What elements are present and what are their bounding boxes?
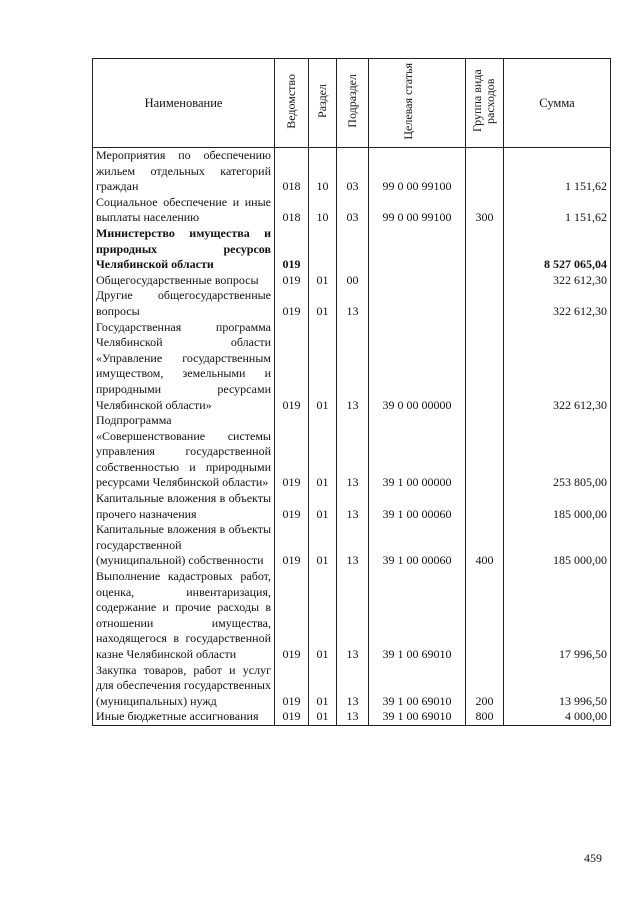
- cell-podrazdel: 13: [337, 288, 369, 319]
- cell-podrazdel: 13: [337, 320, 369, 414]
- cell-gruppa: [466, 288, 504, 319]
- table-row: [93, 320, 611, 414]
- cell-name: Подпрограмма «Совершенствование системы управления государственной собственностью и природными ресурсами Челябинской области»: [93, 413, 275, 491]
- cell-razdel: 01: [309, 663, 337, 710]
- cell-podrazdel: 13: [337, 709, 369, 725]
- cell-gruppa: [466, 273, 504, 289]
- cell-gruppa: 300: [466, 195, 504, 226]
- cell-celevaya-statya: 39 1 00 00060: [369, 522, 466, 569]
- cell-vedomstvo: 019: [275, 522, 309, 569]
- table-row: [93, 491, 611, 522]
- cell-podrazdel: 00: [337, 273, 369, 289]
- cell-podrazdel: 03: [337, 195, 369, 226]
- cell-podrazdel: [337, 226, 369, 273]
- page-number: 459: [584, 851, 602, 865]
- cell-celevaya-statya: [369, 273, 466, 289]
- cell-name: Другие общегосударственные вопросы: [93, 288, 275, 319]
- cell-celevaya-statya: 99 0 00 99100: [369, 195, 466, 226]
- cell-summa: 13 996,50: [504, 663, 611, 710]
- cell-summa: 8 527 065,04: [504, 226, 611, 273]
- cell-vedomstvo: 019: [275, 663, 309, 710]
- cell-summa: 253 805,00: [504, 413, 611, 491]
- cell-gruppa: 200: [466, 663, 504, 710]
- cell-razdel: 01: [309, 569, 337, 663]
- cell-razdel: 01: [309, 709, 337, 725]
- table-body: [93, 148, 611, 726]
- cell-name: Капитальные вложения в объекты государственной (муниципальной) собственности: [93, 522, 275, 569]
- cell-gruppa: [466, 413, 504, 491]
- cell-vedomstvo: 019: [275, 273, 309, 289]
- table-row: [93, 195, 611, 226]
- cell-gruppa: 800: [466, 709, 504, 725]
- cell-name: Закупка товаров, работ и услуг для обеспечения государственных (муниципальных) нужд: [93, 663, 275, 710]
- cell-razdel: 01: [309, 491, 337, 522]
- cell-gruppa: [466, 148, 504, 195]
- table-row: [93, 288, 611, 319]
- header-celevaya-statya: Целевая статья: [369, 59, 466, 148]
- cell-razdel: 01: [309, 320, 337, 414]
- cell-summa: 322 612,30: [504, 273, 611, 289]
- cell-celevaya-statya: 39 1 00 69010: [369, 569, 466, 663]
- cell-gruppa: [466, 226, 504, 273]
- cell-summa: 17 996,50: [504, 569, 611, 663]
- table-header: [93, 59, 611, 148]
- cell-vedomstvo: 018: [275, 195, 309, 226]
- cell-podrazdel: 13: [337, 522, 369, 569]
- cell-razdel: [309, 226, 337, 273]
- cell-celevaya-statya: 39 1 00 00000: [369, 413, 466, 491]
- table-row: [93, 148, 611, 195]
- table-row: [93, 273, 611, 289]
- table-row: [93, 569, 611, 663]
- cell-summa: 185 000,00: [504, 491, 611, 522]
- header-summa: Сумма: [504, 59, 611, 148]
- cell-summa: 1 151,62: [504, 195, 611, 226]
- cell-vedomstvo: 019: [275, 288, 309, 319]
- cell-summa: 322 612,30: [504, 320, 611, 414]
- cell-gruppa: [466, 569, 504, 663]
- cell-name: Государственная программа Челябинской области «Управление государственным имуществом, земельными и природными ресурсами Челябинской области»: [93, 320, 275, 414]
- cell-podrazdel: 03: [337, 148, 369, 195]
- cell-podrazdel: 13: [337, 663, 369, 710]
- cell-celevaya-statya: 39 1 00 00060: [369, 491, 466, 522]
- cell-summa: 185 000,00: [504, 522, 611, 569]
- cell-gruppa: [466, 491, 504, 522]
- header-vedomstvo: Ведомство: [275, 59, 309, 148]
- cell-razdel: 01: [309, 522, 337, 569]
- table-row: [93, 709, 611, 725]
- cell-celevaya-statya: 39 1 00 69010: [369, 663, 466, 710]
- cell-podrazdel: 13: [337, 569, 369, 663]
- cell-podrazdel: 13: [337, 413, 369, 491]
- cell-razdel: 01: [309, 273, 337, 289]
- cell-summa: 1 151,62: [504, 148, 611, 195]
- cell-celevaya-statya: 99 0 00 99100: [369, 148, 466, 195]
- cell-vedomstvo: 019: [275, 491, 309, 522]
- cell-summa: 322 612,30: [504, 288, 611, 319]
- header-podrazdel: Подраздел: [337, 59, 369, 148]
- cell-vedomstvo: 019: [275, 569, 309, 663]
- cell-razdel: 01: [309, 288, 337, 319]
- cell-name: Социальное обеспечение и иные выплаты населению: [93, 195, 275, 226]
- cell-name: Выполнение кадастровых работ, оценка, инвентаризация, содержание и прочие расходы в отношении имущества, находящегося в государственной казне Челябинской области: [93, 569, 275, 663]
- cell-vedomstvo: 019: [275, 320, 309, 414]
- table-row: [93, 226, 611, 273]
- cell-vedomstvo: 019: [275, 413, 309, 491]
- cell-celevaya-statya: [369, 288, 466, 319]
- cell-razdel: 10: [309, 195, 337, 226]
- table-row: [93, 663, 611, 710]
- table-row: [93, 413, 611, 491]
- cell-name: Мероприятия по обеспечению жильем отдельных категорий граждан: [93, 148, 275, 195]
- cell-razdel: 10: [309, 148, 337, 195]
- cell-celevaya-statya: 39 1 00 69010: [369, 709, 466, 725]
- cell-gruppa: [466, 320, 504, 414]
- cell-podrazdel: 13: [337, 491, 369, 522]
- cell-celevaya-statya: [369, 226, 466, 273]
- header-name: Наименование: [93, 59, 275, 148]
- cell-vedomstvo: 018: [275, 148, 309, 195]
- cell-celevaya-statya: 39 0 00 00000: [369, 320, 466, 414]
- header-gruppa: Группа вида расходов: [466, 59, 504, 148]
- cell-gruppa: 400: [466, 522, 504, 569]
- cell-name: Общегосударственные вопросы: [93, 273, 275, 289]
- budget-table: [92, 58, 611, 726]
- table-row: [93, 522, 611, 569]
- cell-razdel: 01: [309, 413, 337, 491]
- cell-summa: 4 000,00: [504, 709, 611, 725]
- cell-vedomstvo: 019: [275, 226, 309, 273]
- cell-name: Министерство имущества и природных ресурсов Челябинской области: [93, 226, 275, 273]
- cell-name: Капитальные вложения в объекты прочего назначения: [93, 491, 275, 522]
- cell-name: Иные бюджетные ассигнования: [93, 709, 275, 725]
- header-razdel: Раздел: [309, 59, 337, 148]
- cell-vedomstvo: 019: [275, 709, 309, 725]
